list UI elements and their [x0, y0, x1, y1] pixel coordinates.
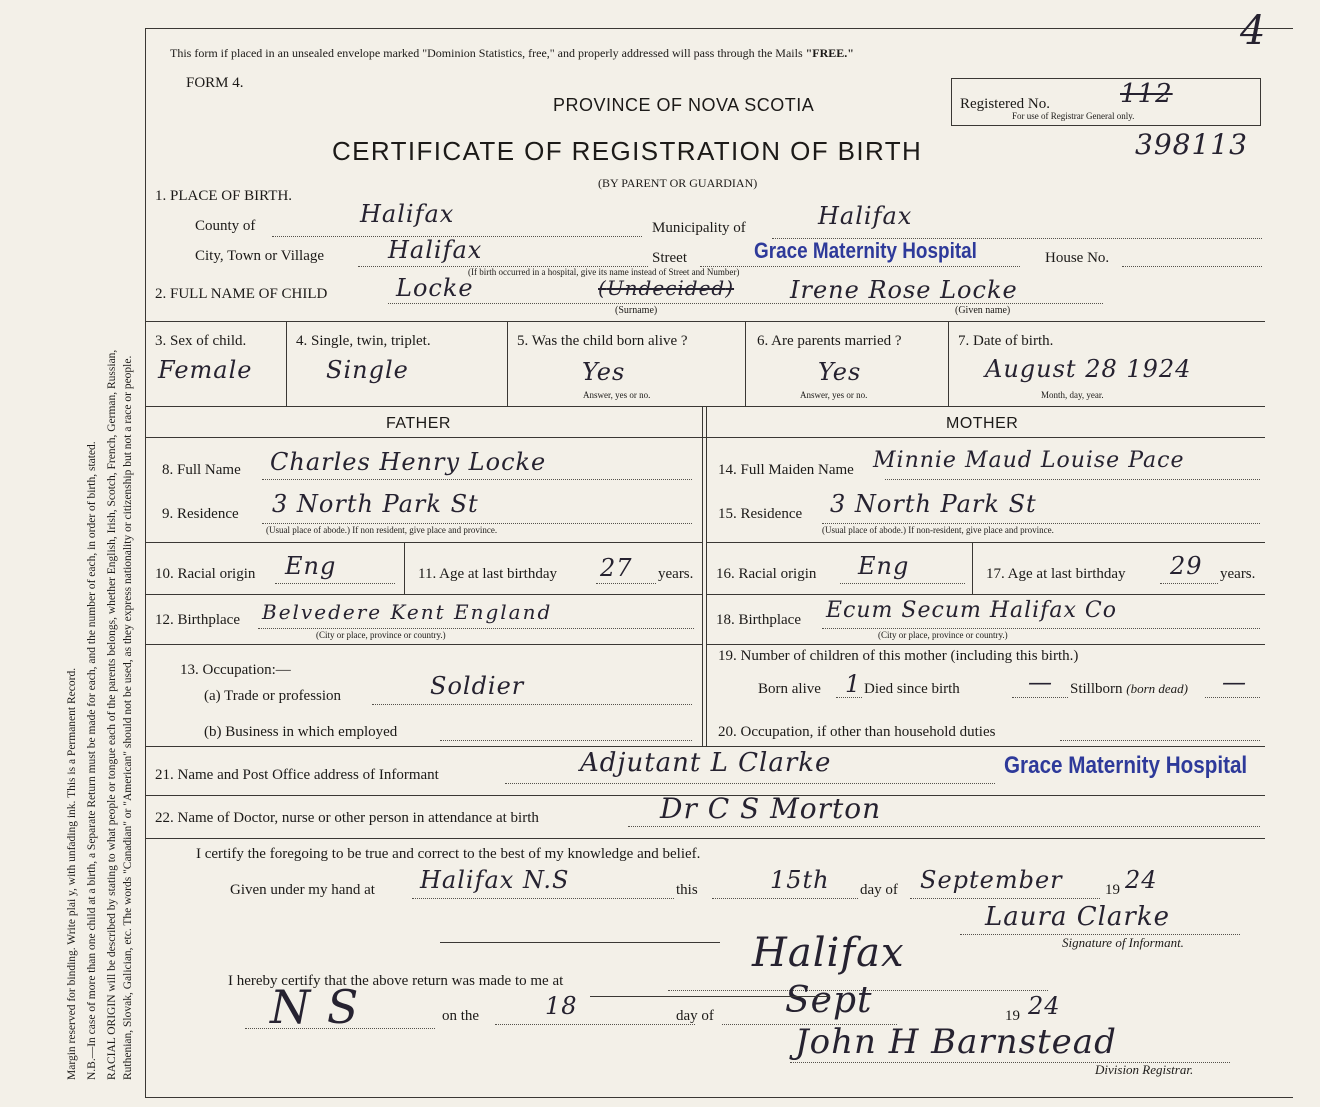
father-birthplace-label: 12. Birthplace [155, 612, 240, 628]
registrar-place: Halifax [752, 930, 905, 976]
registrar-year-prefix: 19 [1005, 1008, 1020, 1024]
father-residence-label: 9. Residence [162, 506, 239, 522]
given-caption: (Given name) [955, 305, 1011, 316]
registrar-place-2: N S [270, 980, 360, 1034]
doctor-label: 22. Name of Doctor, nurse or other person in attendance at birth [155, 810, 539, 826]
sex-label: 3. Sex of child. [155, 333, 247, 349]
born-alive-caption: Answer, yes or no. [583, 390, 651, 400]
hospital-note: (If birth occurred in a hospital, give its name instead of Street and Number) [468, 267, 740, 277]
registrar-caption: Division Registrar. [1095, 1062, 1194, 1077]
certify-year: 24 [1125, 866, 1158, 894]
on-the-label: on the [442, 1008, 480, 1024]
registered-label: Registered No. [960, 96, 1050, 112]
mother-age-unit: years. [1220, 566, 1256, 582]
father-birthplace-value: Belvedere Kent England [262, 600, 553, 624]
married-label: 6. Are parents married ? [757, 333, 902, 349]
father-age-unit: years. [658, 566, 694, 582]
county-value: Halifax [360, 200, 455, 228]
children-count-label: 19. Number of children of this mother (including this birth.) [718, 648, 1079, 664]
mother-occupation-label: 20. Occupation, if other than household duties [718, 724, 996, 740]
mother-residence-caption: (Usual place of abode.) If non-resident, give place and province. [822, 525, 1054, 535]
registrar-month: Sept [785, 980, 873, 1021]
city-label: City, Town or Village [195, 248, 325, 264]
born-alive-value: Yes [582, 358, 626, 386]
registrar-year: 24 [1028, 992, 1061, 1020]
registered-note: For use of Registrar General only. [1012, 111, 1135, 121]
informant-signature: Laura Clarke [985, 902, 1170, 932]
born-alive-count: 1 [845, 670, 862, 698]
doctor-value: Dr C S Morton [660, 792, 882, 825]
child-given-name: Irene Rose Locke [790, 276, 1018, 304]
married-caption: Answer, yes or no. [800, 390, 868, 400]
born-alive-count-label: Born alive [758, 681, 821, 697]
place-of-birth-label: 1. PLACE OF BIRTH. [155, 188, 293, 204]
street-label: Street [652, 250, 687, 266]
business-label: (b) Business in which employed [204, 724, 398, 740]
child-name-struck: (Undecided) [598, 276, 735, 300]
sex-value: Female [158, 356, 253, 384]
this-label: this [676, 882, 698, 898]
father-birthplace-caption: (City or place, province or country.) [316, 630, 446, 640]
father-racial-label: 10. Racial origin [155, 566, 256, 582]
corner-mark: 4 [1240, 8, 1267, 54]
informant-label: 21. Name and Post Office address of Informant [155, 767, 439, 783]
mother-age-label: 17. Age at last birthday [986, 566, 1126, 582]
multiple-birth-note: N.B.—In case of more than one child at a birth, a Separate Return must be made for each, and the number of each, in order of birth, stated. [86, 441, 98, 1080]
plurality-value: Single [326, 356, 409, 384]
house-number-label: House No. [1045, 250, 1110, 266]
trade-label: (a) Trade or profession [204, 688, 342, 704]
died-label: Died since birth [864, 681, 960, 697]
mother-residence-value: 3 North Park St [830, 490, 1037, 518]
stillborn-label: Stillborn (born dead) [1070, 681, 1189, 697]
born-alive-label: 5. Was the child born alive ? [517, 333, 688, 349]
trade-value: Soldier [430, 672, 525, 700]
certify-place: Halifax N.S [420, 866, 570, 894]
page-title: CERTIFICATE OF REGISTRATION OF BIRTH [332, 136, 923, 166]
dob-value: August 28 1924 [985, 355, 1192, 383]
certify-year-prefix: 19 [1105, 882, 1120, 898]
subtitle: (BY PARENT OR GUARDIAN) [598, 176, 758, 190]
mother-header: MOTHER [946, 415, 1019, 432]
father-name-value: Charles Henry Locke [270, 448, 547, 476]
informant-stamp: Grace Maternity Hospital [1004, 752, 1248, 779]
file-number: 398113 [1135, 128, 1248, 161]
surname-caption: (Surname) [615, 305, 658, 316]
given-under-label: Given under my hand at [230, 882, 375, 898]
county-label: County of [195, 218, 256, 234]
mother-age-value: 29 [1170, 552, 1203, 580]
signature-caption: Signature of Informant. [1062, 935, 1184, 950]
day-of-label: day of [860, 882, 898, 898]
binding-note: Margin reserved for binding. Write plai y, with unfading ink. This is a Permanent Record. [66, 667, 78, 1080]
registrar-day: 18 [545, 992, 578, 1020]
mother-racial-value: Eng [858, 552, 910, 580]
plurality-label: 4. Single, twin, triplet. [296, 333, 431, 349]
mother-name-value: Minnie Maud Louise Pace [873, 448, 1185, 473]
racial-origin-note-2: Ruthenian, Slovak, Galician, etc. The words "Canadian" or "American" should not be used, as they express nationality or citizenship but not a race or people. [122, 355, 134, 1080]
father-residence-value: 3 North Park St [272, 490, 479, 518]
married-value: Yes [818, 358, 862, 386]
registrar-signature: John H Barnstead [795, 1022, 1117, 1062]
registered-number: 112 [1120, 79, 1173, 109]
hospital-stamp: Grace Maternity Hospital [754, 238, 977, 263]
mother-residence-label: 15. Residence [718, 506, 803, 522]
racial-origin-note: RACIAL ORIGIN will be described by stating to what people or tongue each of the parents belongs, whether English, Irish, Scotch, French, German, Russian, [106, 349, 118, 1080]
province-heading: PROVINCE OF NOVA SCOTIA [553, 95, 815, 115]
father-age-value: 27 [600, 554, 633, 582]
municipality-value: Halifax [818, 202, 913, 230]
father-occupation-label: 13. Occupation:— [180, 662, 291, 678]
mother-birthplace-value: Ecum Secum Halifax Co [826, 598, 1117, 623]
dob-label: 7. Date of birth. [958, 333, 1054, 349]
child-name-label: 2. FULL NAME OF CHILD [155, 286, 328, 302]
stillborn-value: — [1222, 668, 1247, 696]
mother-racial-label: 16. Racial origin [716, 566, 817, 582]
father-racial-value: Eng [285, 552, 337, 580]
father-residence-caption: (Usual place of abode.) If non resident, give place and province. [266, 525, 498, 535]
certify-day: 15th [770, 866, 830, 894]
registrar-day-of-label: day of [676, 1008, 714, 1024]
municipality-label: Municipality of [652, 220, 746, 236]
certify-statement: I certify the foregoing to be true and correct to the best of my knowledge and belief. [196, 846, 701, 862]
registered-box [951, 78, 1261, 126]
dob-caption: Month, day, year. [1041, 390, 1104, 400]
died-value: — [1028, 668, 1053, 696]
registrar-statement: I hereby certify that the above return was made to me at [228, 973, 564, 989]
city-value: Halifax [388, 236, 483, 264]
mother-birthplace-label: 18. Birthplace [716, 612, 801, 628]
mother-birthplace-caption: (City or place, province or country.) [878, 630, 1008, 640]
mother-name-label: 14. Full Maiden Name [718, 462, 854, 478]
certify-month: September [920, 866, 1063, 894]
father-header: FATHER [386, 415, 451, 432]
father-name-label: 8. Full Name [162, 462, 241, 478]
form-number: FORM 4. [186, 75, 244, 91]
father-age-label: 11. Age at last birthday [418, 566, 557, 582]
informant-value: Adjutant L Clarke [580, 748, 832, 778]
child-surname: Locke [396, 274, 474, 302]
mail-note: This form if placed in an unsealed envelope marked "Dominion Statistics, free," and properly addressed will pass through the Mails "FREE." [170, 46, 854, 60]
